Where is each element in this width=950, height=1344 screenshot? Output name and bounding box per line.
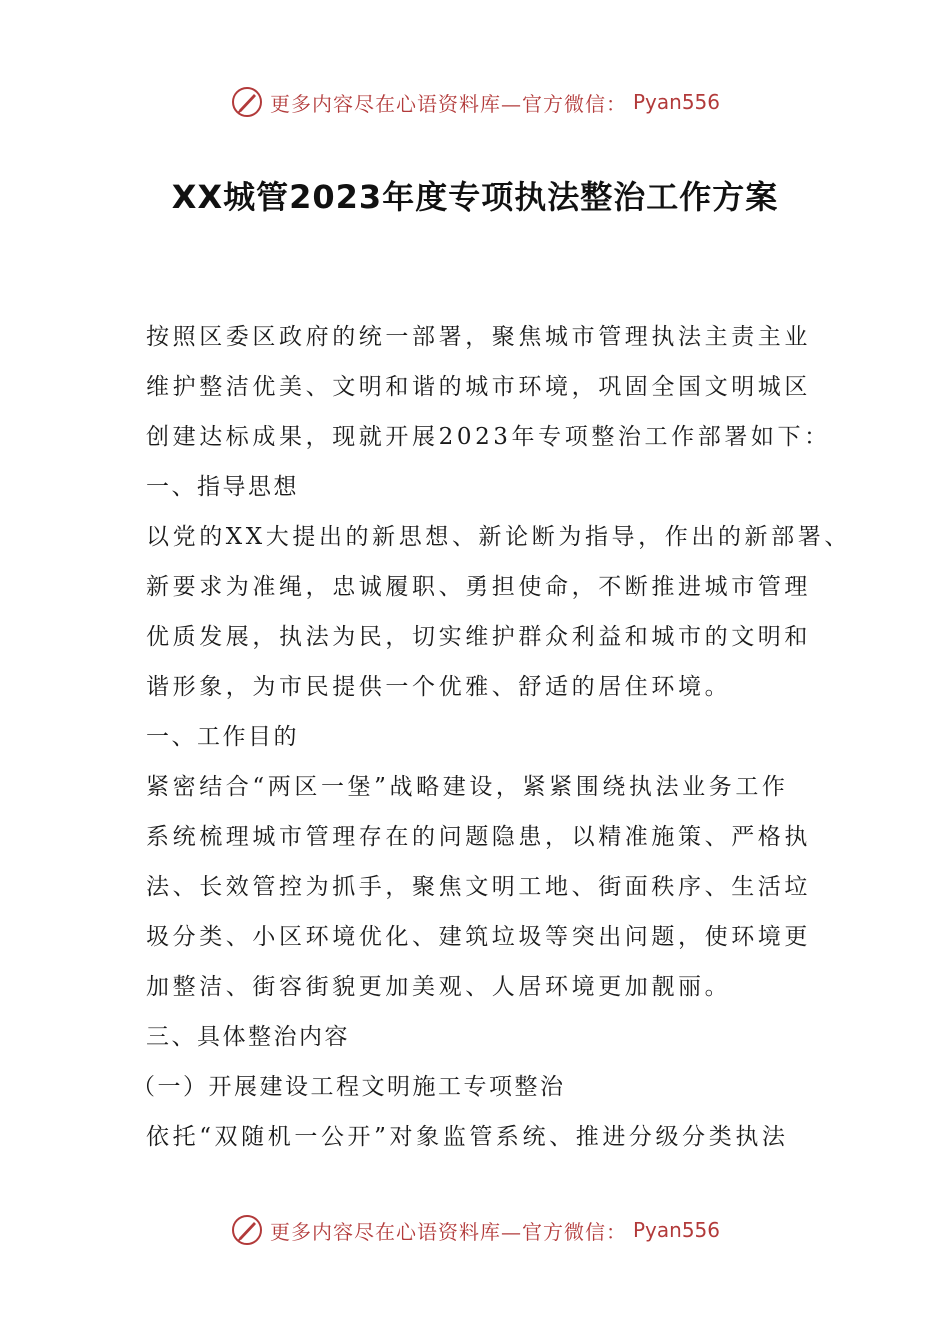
watermark-handle: Pyan556 <box>632 1218 720 1242</box>
paragraph-line: 加整洁、街容街貌更加美观、人居环境更加靓丽。 <box>146 974 732 1000</box>
watermark-text: 更多内容尽在心语资料库—官方微信： <box>269 1219 627 1244</box>
paragraph-line: 新要求为准绳，忠诚履职、勇担使命，不断推进城市管理 <box>146 574 811 600</box>
paragraph-line: 谐形象，为市民提供一个优雅、舒适的居住环境。 <box>146 674 732 700</box>
paragraph-line: 维护整洁优美、文明和谐的城市环境，巩固全国文明城区 <box>146 374 811 400</box>
quill-pen-logo-icon <box>230 85 264 119</box>
paragraph-line: 系统梳理城市管理存在的问题隐患，以精准施策、严格执 <box>146 824 811 850</box>
paragraph-line: 紧密结合“两区一堡”战略建设，紧紧围绕执法业务工作 <box>146 774 789 800</box>
paragraph-line: 以党的XX大提出的新思想、新论断为指导，作出的新部署、 <box>146 524 851 550</box>
subsection-heading-construction: （一）开展建设工程文明施工专项整治 <box>132 1074 566 1100</box>
watermark-handle: Pyan556 <box>632 90 720 114</box>
paragraph-line: 优质发展，执法为民，切实维护群众利益和城市的文明和 <box>146 624 811 650</box>
section-heading-work-purpose: 一、工作目的 <box>146 724 299 750</box>
paragraph-line: 按照区委区政府的统一部署，聚焦城市管理执法主责主业 <box>146 324 811 350</box>
section-heading-guiding-ideology: 一、指导思想 <box>146 474 299 500</box>
quill-pen-logo-icon <box>230 1213 264 1247</box>
paragraph-line: 依托“双随机一公开”对象监管系统、推进分级分类执法 <box>146 1124 789 1150</box>
paragraph-line: 创建达标成果，现就开展2023年专项整治工作部署如下： <box>146 424 831 450</box>
section-heading-specific-content: 三、具体整治内容 <box>146 1024 350 1050</box>
document-title: XX城管2023年度专项执法整治工作方案 <box>171 178 779 216</box>
footer-watermark <box>0 1210 950 1250</box>
header-watermark <box>0 82 950 122</box>
watermark-text: 更多内容尽在心语资料库—官方微信： <box>269 91 627 116</box>
paragraph-line: 圾分类、小区环境优化、建筑垃圾等突出问题，使环境更 <box>146 924 811 950</box>
document-body <box>132 312 851 1162</box>
paragraph-line: 法、长效管控为抓手，聚焦文明工地、街面秩序、生活垃 <box>146 874 811 900</box>
